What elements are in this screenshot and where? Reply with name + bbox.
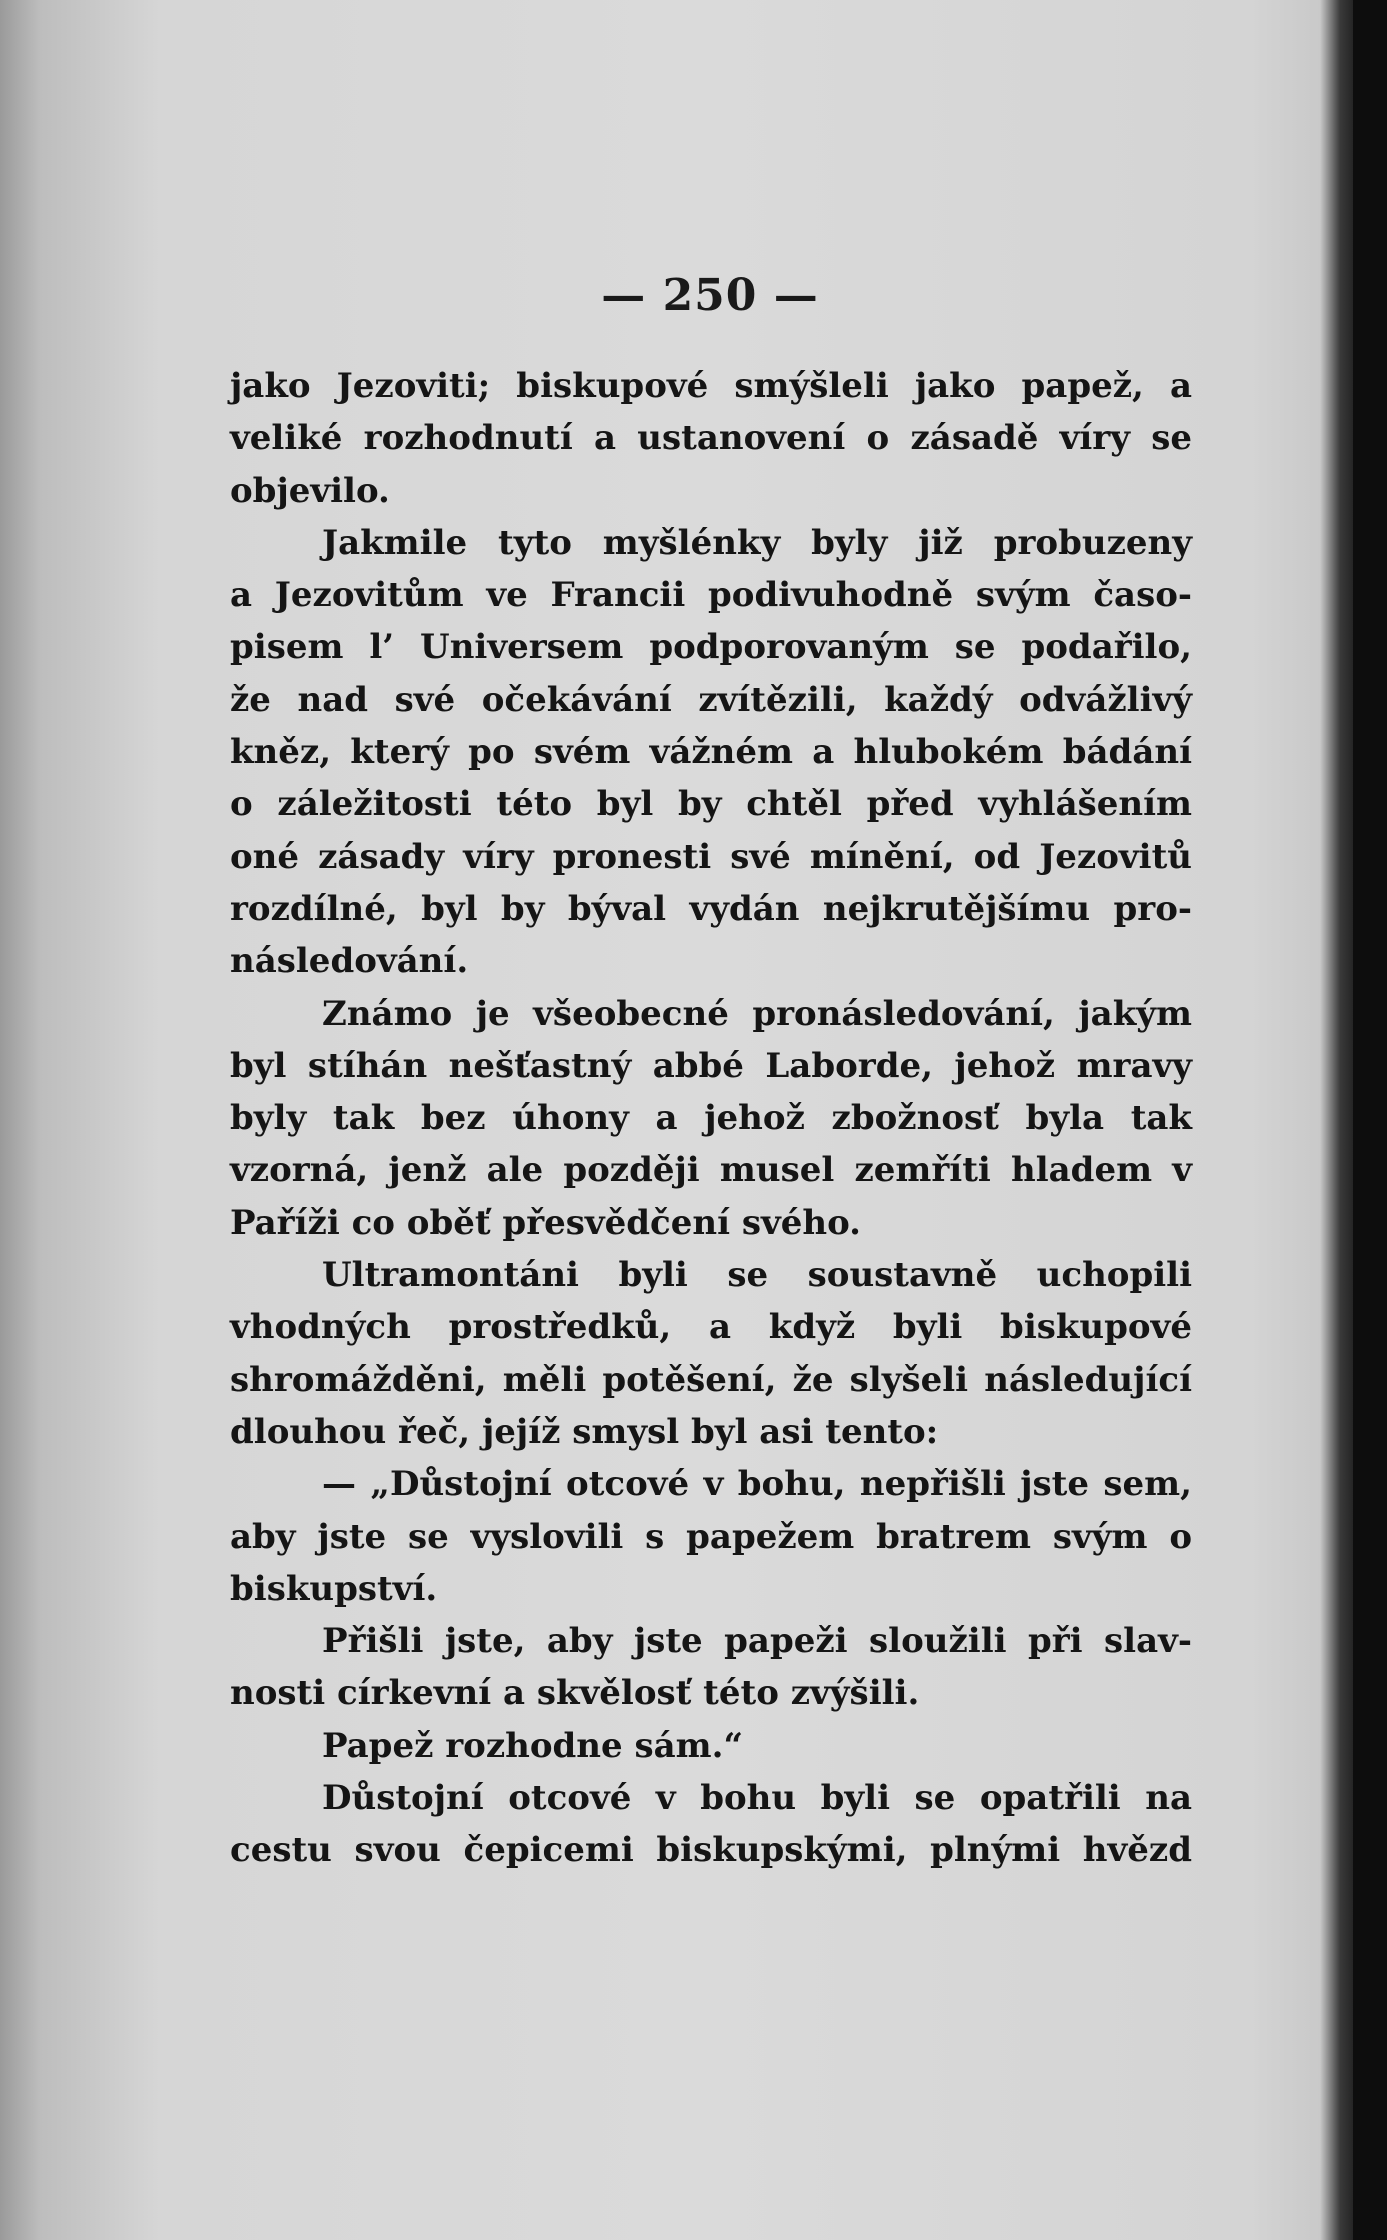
text-line: o záležitosti této byl by chtěl před vyhlášením	[230, 784, 1192, 825]
text-line: vzorná, jenž ale později musel zemříti hladem v	[230, 1150, 1192, 1191]
text-line: Ultramontáni byli se soustavně uchopili	[322, 1255, 1192, 1296]
text-line: dlouhou řeč, jejíž smysl byl asi tento:	[230, 1411, 939, 1452]
text-line: veliké rozhodnutí a ustanovení o zásadě víry se	[230, 418, 1192, 459]
text-line: pisem l’ Universem podporovaným se podařilo,	[230, 627, 1192, 668]
text-line: cestu svou čepicemi biskupskými, plnými hvězd	[230, 1830, 1192, 1871]
text-line: biskupství.	[230, 1568, 438, 1609]
text-line: byl stíhán nešťastný abbé Laborde, jehož mravy	[230, 1045, 1192, 1086]
text-line: kněz, který po svém vážném a hlubokém bádání	[230, 732, 1192, 773]
text-line: aby jste se vyslovili s papežem bratrem svým o	[230, 1516, 1192, 1557]
text-line: Známo je všeobecné pronásledování, jakým	[322, 993, 1192, 1034]
text-line: Paříži co oběť přesvědčení svého.	[230, 1202, 862, 1243]
text-line: byly tak bez úhony a jehož zbožnosť byla tak	[230, 1098, 1192, 1139]
body-text	[230, 360, 1192, 1877]
page-number: — 250 —	[601, 270, 819, 321]
text-line: — „Důstojní otcové v bohu, nepřišli jste sem,	[322, 1464, 1192, 1505]
text-line: objevilo.	[230, 470, 390, 511]
text-line: Jakmile tyto myšlénky byly již probuzeny	[322, 522, 1192, 563]
text-line: shromážděni, měli potěšení, že slyšeli následující	[230, 1359, 1192, 1400]
text-line: oné zásady víry pronesti své mínění, od Jezovitů	[230, 836, 1192, 877]
text-line: jako Jezoviti; biskupové smýšleli jako papež, a	[230, 366, 1192, 406]
text-line: nosti církevní a skvělosť této zvýšili.	[230, 1673, 920, 1714]
text-line: následování.	[230, 941, 469, 982]
text-line: vhodných prostředků, a když byli biskupové	[230, 1307, 1192, 1348]
text-line: Papež rozhodne sám.“	[322, 1725, 744, 1766]
text-line: Přišli jste, aby jste papeži sloužili při slav-	[322, 1621, 1192, 1662]
page-dark-edge	[1353, 0, 1387, 2240]
text-line: Důstojní otcové v bohu byli se opatřili na	[322, 1778, 1192, 1819]
text-line: a Jezovitům ve Francii podivuhodně svým časo-	[230, 575, 1192, 616]
text-line: že nad své očekávání zvítězili, každý odvážlivý	[230, 679, 1192, 720]
text-line: rozdílné, byl by býval vydán nejkrutějšímu pro-	[230, 888, 1192, 929]
